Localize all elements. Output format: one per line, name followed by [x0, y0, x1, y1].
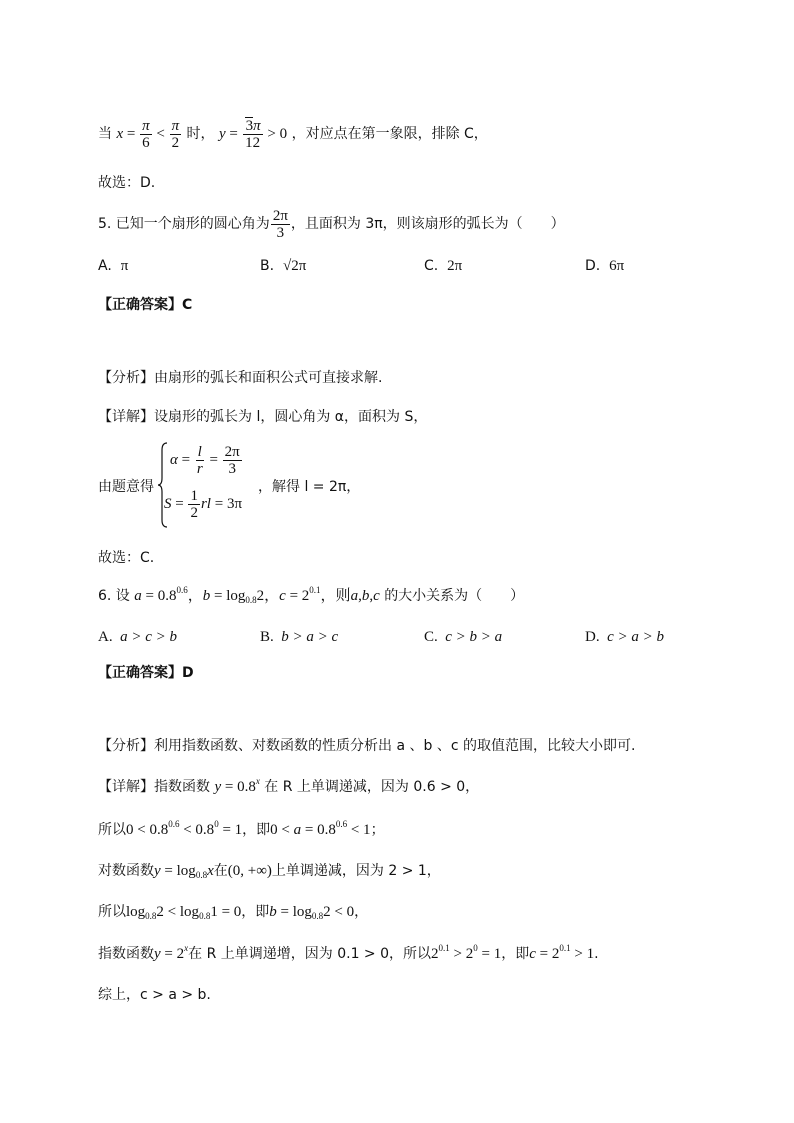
line-choose-c: 故选：C. — [98, 550, 155, 566]
step-1 — [98, 820, 385, 840]
q5-option-c[interactable] — [424, 256, 462, 276]
question-5 — [98, 208, 565, 241]
s2-text-a: 对数函数 — [98, 863, 154, 879]
q5-text-mid: ，且面积为 3π，则该扇形的弧长为（ ） — [290, 215, 565, 232]
s4-text-a: 指数函数 — [98, 946, 154, 962]
text-dang: 当 — [98, 125, 112, 142]
q6-text-pre: 6. 设 — [98, 588, 130, 604]
step-3 — [98, 902, 368, 922]
math-2pi-over-3: $\frac{2\pi}{3}$ — [272, 208, 288, 241]
det6-text-a: 【详解】指数函数 — [98, 779, 210, 795]
math-exp-ineq: $2^{0.1} > 2^0 = 1$ — [431, 943, 502, 962]
line-case-x — [98, 118, 488, 151]
detail-5: 【详解】设扇形的弧长为 l，圆心角为 α，面积为 S， — [98, 409, 428, 425]
answer-5: 【正确答案】C — [98, 297, 193, 313]
q5-text-pre: 5. 已知一个扇形的圆心角为 — [98, 215, 270, 232]
math-b-value: $b = \log_{0.8}2 < 0$ — [269, 904, 355, 921]
line-choose-d: 故选：D. — [98, 175, 156, 191]
q6-option-b[interactable] — [260, 627, 338, 647]
option-key: D. — [585, 258, 601, 274]
math-c-value: $c = 2^{0.1} > 1$ — [529, 943, 595, 962]
eq-area: S = $\frac{1}{2}$ rl = 3π — [164, 488, 243, 521]
option-value: 2π — [447, 258, 463, 274]
option-value: b > a > c — [281, 629, 339, 645]
s4-text-c: ，即 — [501, 946, 530, 962]
math-y-eq-0.8-x: $y = 0.8^x$ — [214, 776, 260, 795]
math-a-b-c-defs: $a = 0.8^{0.6}$，$b = \log_{0.8}2$，$c = 2^{0.1}$，则a,b,c — [134, 585, 380, 605]
q5-option-a[interactable] — [98, 256, 128, 276]
option-value: √2π — [282, 258, 307, 274]
math-x-range: x = $\frac{\pi}{6}$ < $\frac{\pi}{2}$ — [116, 118, 180, 151]
q6-option-c[interactable] — [424, 627, 502, 647]
s1-text-a: 所以 — [98, 822, 126, 838]
s3-text-a: 所以 — [98, 904, 126, 920]
sys-text-post: ，解得 l = 2π， — [258, 479, 361, 495]
s1-text-b: ，即 — [242, 822, 271, 838]
q6-option-a[interactable] — [98, 627, 177, 647]
option-key: B. — [260, 629, 274, 645]
s2-text-c: 上单调递减，因为 2 > 1， — [271, 863, 441, 879]
analysis-5: 【分析】由扇形的弧长和面积公式可直接求解. — [98, 370, 383, 386]
text-conclusion: ，对应点在第一象限，排除 C， — [291, 125, 488, 142]
option-key: B. — [260, 258, 275, 274]
q6-option-d[interactable] — [585, 627, 664, 647]
s2-text-b: 在 — [213, 863, 228, 879]
det6-text-b: 在 R 上单调递减，因为 0.6 > 0， — [264, 779, 480, 795]
s4-text-b: 在 R 上单调递增，因为 0.1 > 0，所以 — [188, 946, 432, 962]
option-key: A. — [98, 629, 113, 645]
text-shi: 时， — [186, 125, 215, 142]
option-key: A. — [98, 258, 112, 274]
eq-alpha: α = $\frac{l}{r}$ = $\frac{2\pi}{3}$ — [170, 444, 240, 477]
option-key: D. — [585, 629, 600, 645]
math-ineq-2: $0 < a = 0.8^{0.6} < 1$ — [270, 819, 371, 838]
math-y-value: y = $\frac{3\pi}{12}$ > 0 — [219, 118, 288, 151]
q5-option-d[interactable] — [585, 256, 624, 276]
detail-6 — [98, 777, 479, 797]
question-6 — [98, 586, 524, 606]
math-log-func: $y = \log_{0.8}x$ — [154, 863, 214, 880]
s3-text-c: ， — [354, 904, 369, 920]
math-log-ineq: $\log_{0.8}2 < \log_{0.8}1 = 0$ — [126, 904, 242, 921]
s4-text-d: . — [594, 946, 599, 962]
option-value: 6π — [609, 258, 625, 274]
q5-option-b[interactable] — [260, 256, 306, 276]
sys-text-pre: 由题意得 — [98, 479, 154, 495]
math-y-eq-2-x: $y = 2^x$ — [154, 943, 189, 962]
q6-text-post: 的大小关系为（ ） — [384, 588, 525, 604]
answer-6: 【正确答案】D — [98, 665, 194, 681]
step-4 — [98, 944, 599, 964]
s1-text-c: ； — [370, 822, 385, 838]
math-interval: (0, +∞) — [227, 863, 272, 879]
math-ineq-1: $0 < 0.8^{0.6} < 0.8^0 = 1$ — [126, 819, 243, 838]
option-value: π — [120, 258, 129, 274]
option-key: C. — [424, 258, 439, 274]
option-key: C. — [424, 629, 438, 645]
step-summary: 综上，c > a > b. — [98, 987, 211, 1003]
option-value: c > a > b — [607, 629, 664, 645]
step-2 — [98, 861, 441, 881]
option-value: a > c > b — [120, 629, 177, 645]
analysis-6: 【分析】利用指数函数、对数函数的性质分析出 a 、b 、c 的取值范围，比较大小即可. — [98, 738, 636, 754]
s3-text-b: ，即 — [241, 904, 270, 920]
option-value: c > b > a — [445, 629, 503, 645]
